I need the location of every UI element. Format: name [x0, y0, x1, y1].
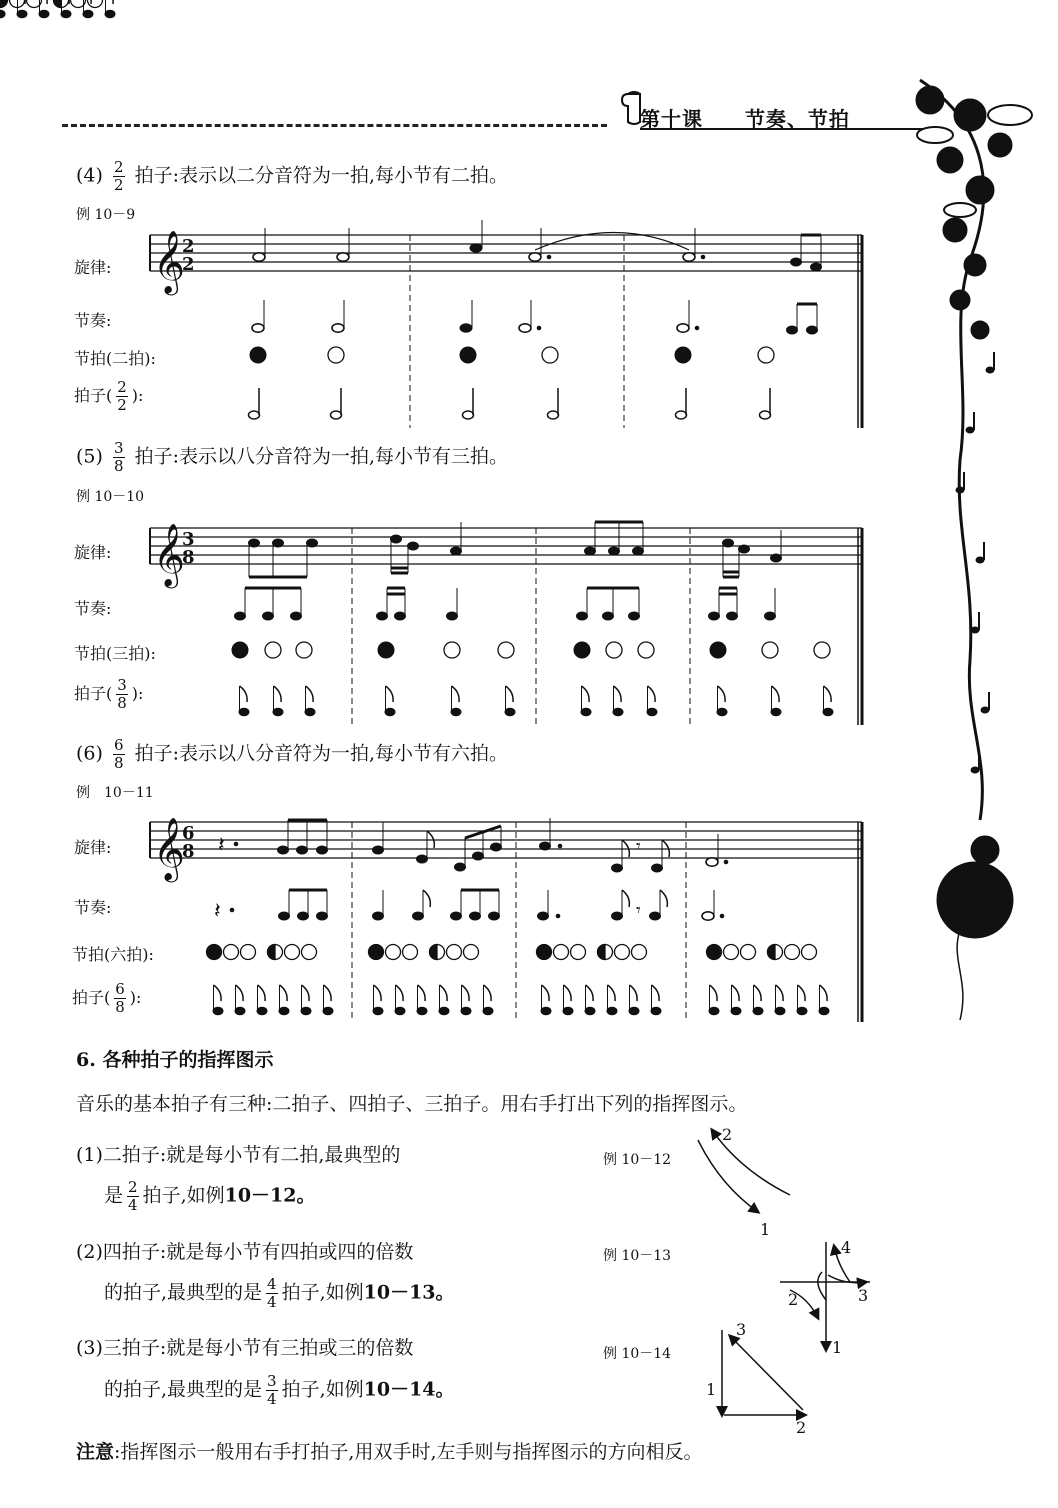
- treble-clef-icon: 𝄞: [153, 523, 185, 586]
- s6-beats: [0, 0, 817, 960]
- s4-meter-notes: [249, 388, 771, 419]
- s6-rhythm-label: 节奏:: [74, 898, 112, 917]
- note-text: :指挥图示一般用右手打拍子,用双手时,左手则与指挥图示的方向相反。: [114, 1441, 703, 1463]
- note: [811, 263, 822, 271]
- section-4-time-signature: [113, 160, 125, 193]
- frac-den: 4: [128, 1196, 138, 1214]
- s4-melody-label: 旋律:: [74, 258, 112, 277]
- note-line: [76, 1437, 703, 1464]
- header-lesson: 第十课: [640, 107, 703, 131]
- time-den: 8: [113, 754, 124, 772]
- beat-2-of-2: 2: [722, 1125, 733, 1144]
- section-4-text: 拍子:表示以二分音符为一拍,每小节有二拍。: [134, 164, 509, 187]
- item-3-line1: (3)三拍子:就是每小节有三拍或三的倍数: [76, 1337, 414, 1359]
- treble-clef-icon: 𝄞: [153, 817, 185, 880]
- time-num: 2: [117, 378, 127, 396]
- example-10-11-label: 例 10－11: [76, 785, 154, 801]
- item-1-ref: 10－12。: [224, 1184, 316, 1207]
- item-2-ref: 10－13。: [363, 1281, 455, 1304]
- frac-num: 4: [267, 1275, 277, 1293]
- item-3-ref: 10－14。: [363, 1378, 455, 1401]
- svg-text:𝄽: 𝄽: [218, 833, 225, 858]
- item-1-frac: [127, 1180, 139, 1213]
- svg-text:8: 8: [182, 547, 195, 568]
- s5-meter-label: [74, 678, 143, 711]
- item-1-line1: (1)二拍子:就是每小节有二拍,最典型的: [76, 1144, 401, 1166]
- meter-suffix: ):: [129, 988, 142, 1007]
- frac-num: 2: [128, 1178, 138, 1196]
- section-4-heading: [76, 160, 508, 193]
- meter-frac: [114, 982, 126, 1015]
- s5-staff: [150, 528, 862, 564]
- conducting-intro: 音乐的基本拍子有三种:二拍子、四拍子、三拍子。用右手打出下列的指挥图示。: [76, 1093, 748, 1115]
- note: [683, 253, 695, 261]
- svg-text:𝄾: 𝄾: [636, 900, 641, 921]
- s5-melody-label: 旋律:: [74, 543, 112, 562]
- header-topic: 节奏、节拍: [744, 107, 850, 131]
- treble-clef-icon: 𝄞: [153, 230, 185, 293]
- s6-melody-label: 旋律:: [74, 838, 112, 857]
- item-2-line2: [104, 1277, 455, 1310]
- beat-2-of-3: 2: [796, 1418, 807, 1437]
- meter-frac: [116, 678, 128, 711]
- note: [253, 253, 265, 261]
- section-5-text: 拍子:表示以八分音符为一拍,每小节有三拍。: [134, 445, 509, 468]
- svg-text:8: 8: [182, 841, 195, 862]
- floral-vine-music-notes-icon: [860, 60, 1058, 1040]
- svg-text:𝄽: 𝄽: [214, 899, 221, 924]
- time-sig-bottom: 2: [182, 254, 195, 275]
- note: [529, 253, 541, 261]
- time-den: 8: [113, 457, 124, 475]
- frac-den: 4: [267, 1390, 277, 1408]
- section-6-text: 拍子:表示以八分音符为一拍,每小节有六拍。: [134, 742, 509, 765]
- beat-1-of-2: 1: [760, 1220, 771, 1239]
- svg-text:3: 3: [182, 529, 195, 550]
- s6-staff: [150, 822, 862, 858]
- beat-3-of-4: 3: [858, 1286, 869, 1305]
- item-2-frac: [266, 1277, 278, 1310]
- item-3-pre: 的拍子,最典型的是: [104, 1378, 263, 1401]
- example-10-14-label: 例 10－14: [603, 1346, 672, 1362]
- example-10-9-label: 例 10－9: [76, 207, 136, 223]
- meter-prefix: 拍子(: [74, 386, 113, 405]
- section-5-time-signature: [113, 441, 125, 474]
- three-beat-diagram: [722, 1330, 805, 1415]
- two-beat-diagram: [698, 1130, 790, 1212]
- frac-den: 4: [267, 1293, 277, 1311]
- beat-3-of-3: 3: [736, 1320, 747, 1339]
- s4-beat-label: 节拍(二拍):: [74, 349, 156, 368]
- time-den: 2: [117, 396, 127, 414]
- note: [470, 244, 482, 252]
- meter-frac: [116, 380, 128, 413]
- section-5-number: (5): [76, 445, 103, 468]
- s5-beats: [232, 642, 830, 658]
- s4-staff: [150, 235, 862, 271]
- item-1-pre: 是: [104, 1184, 124, 1207]
- beat-4-of-4: 4: [841, 1238, 852, 1257]
- time-num: 6: [115, 980, 125, 998]
- note: [791, 258, 802, 266]
- note-label: 注意: [76, 1441, 115, 1463]
- svg-text:6: 6: [182, 823, 195, 844]
- svg-text:𝄾: 𝄾: [636, 836, 641, 857]
- tie: [535, 233, 689, 251]
- item-1-post: 拍子,如例: [142, 1184, 225, 1207]
- frac-num: 3: [267, 1372, 277, 1390]
- item-2-post: 拍子,如例: [281, 1281, 364, 1304]
- s5-rhythm-label: 节奏:: [74, 599, 112, 618]
- example-10-13-label: 例 10－13: [603, 1248, 672, 1264]
- s6-rhythm: [214, 890, 724, 924]
- section-5-heading: [76, 441, 508, 474]
- item-1-line2: [104, 1180, 316, 1213]
- s4-rhythm: [252, 300, 818, 334]
- s4-beats: [250, 347, 774, 363]
- s5-rhythm: [235, 588, 776, 620]
- note: [337, 253, 349, 261]
- time-den: 8: [115, 998, 125, 1016]
- section-6-heading: [76, 738, 508, 771]
- time-num: 3: [113, 439, 124, 457]
- meter-prefix: 拍子(: [74, 684, 113, 703]
- time-den: 8: [117, 694, 127, 712]
- item-2-pre: 的拍子,最典型的是: [104, 1281, 263, 1304]
- section-6-number: (6): [76, 742, 103, 765]
- example-10-12-label: 例 10－12: [603, 1152, 672, 1168]
- s4-meter-label: [74, 380, 143, 413]
- beat-1-of-3: 1: [706, 1380, 717, 1399]
- beat-2-of-4: 2: [788, 1290, 799, 1309]
- s6-meter-label: [72, 982, 141, 1015]
- s4-rhythm-label: 节奏:: [74, 311, 112, 330]
- item-2-line1: (2)四拍子:就是每小节有四拍或四的倍数: [76, 1241, 414, 1263]
- s5-beat-label: 节拍(三拍):: [74, 644, 156, 663]
- time-den: 2: [113, 176, 124, 194]
- time-num: 2: [113, 158, 124, 176]
- beat-1-of-4: 1: [832, 1338, 843, 1357]
- time-sig-top: 2: [182, 236, 195, 257]
- section-4-number: (4): [76, 164, 103, 187]
- time-num: 6: [113, 736, 124, 754]
- header-dashed-rule: [62, 124, 607, 127]
- meter-suffix: ):: [131, 386, 144, 405]
- example-10-10-label: 例 10－10: [76, 489, 145, 505]
- s6-beat-label: 节拍(六拍):: [72, 945, 154, 964]
- item-3-line2: [104, 1374, 455, 1407]
- section-6-time-signature: [113, 738, 125, 771]
- meter-suffix: ):: [131, 684, 144, 703]
- conducting-section-title: 6. 各种拍子的指挥图示: [76, 1049, 274, 1071]
- item-3-frac: [266, 1374, 278, 1407]
- meter-prefix: 拍子(: [72, 988, 111, 1007]
- item-3-post: 拍子,如例: [281, 1378, 364, 1401]
- time-num: 3: [117, 676, 127, 694]
